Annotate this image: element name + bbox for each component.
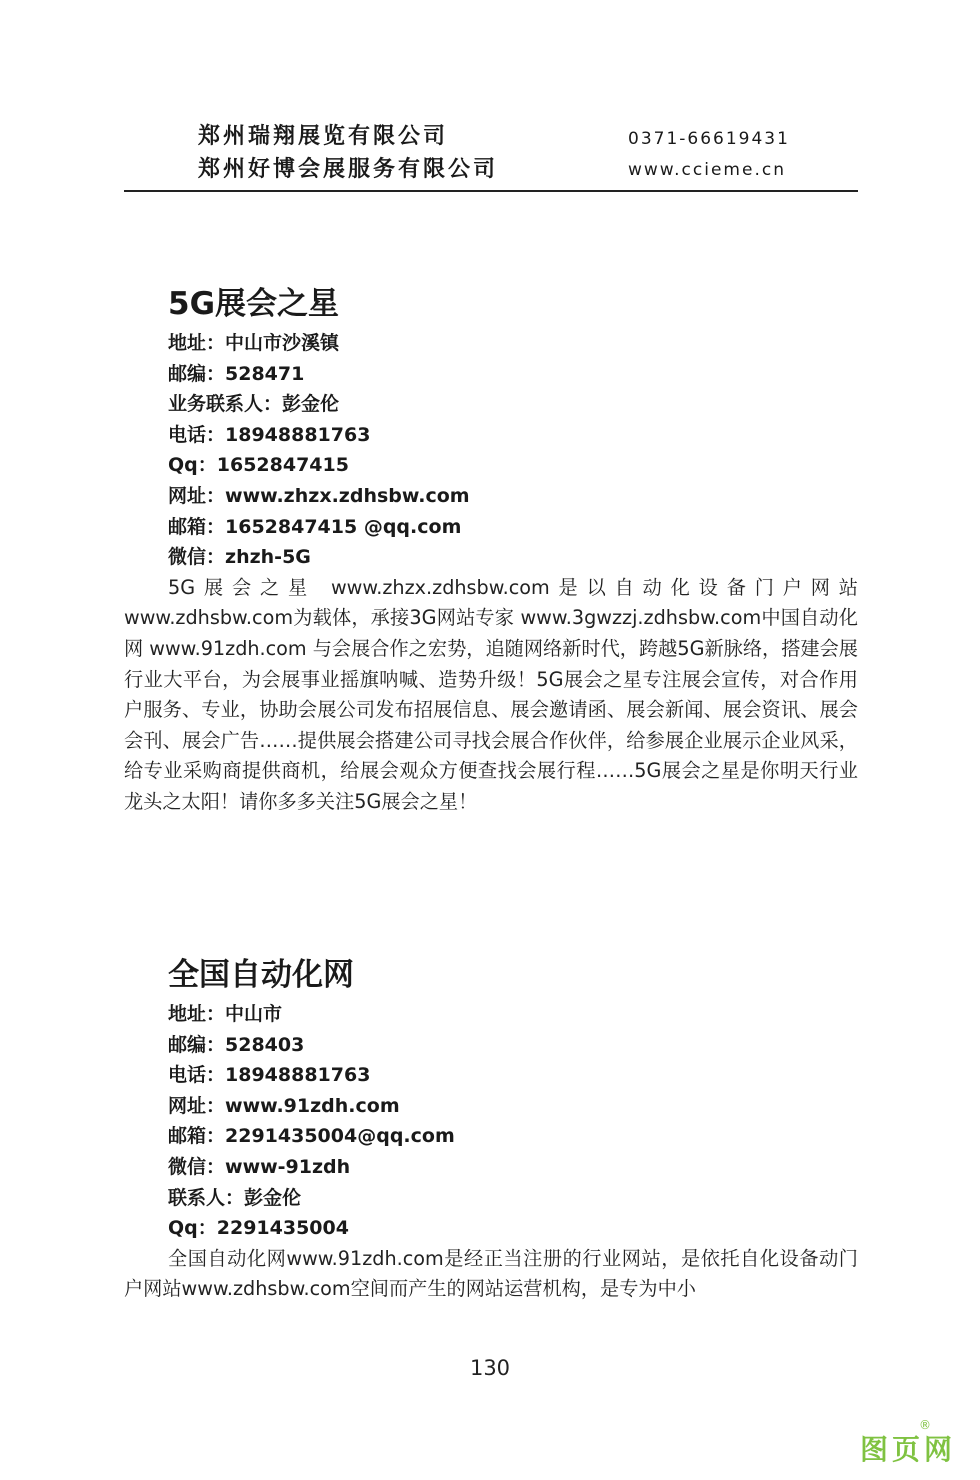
field-label: Qq： (168, 454, 217, 477)
field-value: zhzh-5G (225, 546, 311, 569)
field-label: 微信： (168, 546, 226, 569)
listing-description: 全国自动化网www.91zdh.com是经正当注册的行业网站，是依托自化设备动门户网站www.zdhsbw.com空间而产生的网站运营机构，是专为中小 (124, 1246, 858, 1301)
field-value: 528403 (225, 1033, 305, 1056)
field-label: 电话： (168, 423, 226, 446)
field-value: 中山市沙溪镇 (225, 332, 340, 354)
field-value: 彭金伦 (282, 393, 340, 416)
header-website: www.ccieme.cn (628, 160, 786, 180)
field-label: 业务联系人： (168, 393, 283, 416)
field-value: 彭金伦 (244, 1186, 302, 1209)
field-phone (168, 420, 858, 451)
field-qq (168, 450, 858, 481)
field-value: 18948881763 (225, 1064, 371, 1087)
field-wechat (168, 1152, 858, 1183)
field-value: 1652847415 (216, 454, 349, 477)
field-value: www.zhzx.zdhsbw.com (225, 484, 470, 507)
field-label: 微信： (168, 1155, 226, 1178)
field-phone (168, 1060, 858, 1091)
field-value: www.91zdh.com (225, 1094, 400, 1117)
listing-5g-expo-star (124, 282, 858, 818)
field-postcode (168, 359, 858, 390)
field-value: 2291435004@qq.com (225, 1125, 455, 1148)
field-label: 邮编： (168, 362, 226, 385)
field-label: 网址： (168, 484, 226, 507)
header-phone: 0371-66619431 (628, 129, 790, 149)
field-label: 地址： (168, 1003, 226, 1025)
field-wechat (168, 542, 858, 573)
field-label: 地址： (168, 332, 226, 354)
page-number: 130 (469, 1356, 511, 1380)
company-name-1: 郑州瑞翔展览有限公司 (198, 124, 449, 149)
field-value: 2291435004 (216, 1217, 349, 1240)
listing-title: 5G展会之星 (168, 286, 340, 322)
field-label: 邮箱： (168, 1125, 226, 1148)
field-email (168, 512, 858, 543)
field-value: 1652847415 @qq.com (225, 515, 462, 538)
company-name-2: 郑州好博会展服务有限公司 (198, 157, 499, 182)
header-contact (628, 124, 790, 186)
field-value: 中山市 (225, 1003, 283, 1025)
field-value: 528471 (225, 362, 305, 385)
field-value: 18948881763 (225, 423, 371, 446)
field-email (168, 1121, 858, 1152)
registered-trademark-icon: ® (919, 1418, 931, 1432)
field-label: 邮编： (168, 1033, 226, 1056)
field-website (168, 481, 858, 512)
field-contact-person (168, 389, 858, 420)
watermark-logo: 图页网 (860, 1433, 957, 1466)
header-companies (198, 120, 498, 186)
listing-description: 5G展会之星 www.zhzx.zdhsbw.com是以自动化设备门户网站www.zdhsbw.com为载体，承接3G网站专家 www.3gwzzj.zdhsbw.com中国自动化网 www.91zdh.com 与会展合作之宏势，追随网络新时代，跨越5G新脉络，搭建会展行业大平台，为会展事业摇旗呐喊、造势升级！5G展会之星专注展会宣传，对合作用户服务、专业，协助会展公司发布招展信息、展会邀请函、展会新闻、展会资讯、展会会刊、展会广告……提供展会搭建公司寻找会展合作伙伴，给参展企业展示企业风采，给专业采购商提供商机，给展会观众方便查找会展行程……5G展会之星是你明天行业龙头之太阳！请你多多关注5G展会之星！ (124, 575, 858, 813)
field-postcode (168, 1030, 858, 1061)
field-value: www-91zdh (225, 1155, 351, 1178)
listing-title: 全国自动化网 (168, 957, 354, 993)
field-label: Qq： (168, 1217, 217, 1240)
field-address (168, 328, 858, 359)
field-label: 邮箱： (168, 515, 226, 538)
field-label: 网址： (168, 1094, 226, 1117)
field-qq (168, 1213, 858, 1244)
field-address (168, 999, 858, 1030)
page-header (124, 118, 858, 192)
field-label: 电话： (168, 1064, 226, 1087)
listing-national-automation-net (124, 953, 858, 1305)
field-label: 联系人： (168, 1186, 245, 1209)
field-contact-person (168, 1183, 858, 1214)
field-website (168, 1091, 858, 1122)
